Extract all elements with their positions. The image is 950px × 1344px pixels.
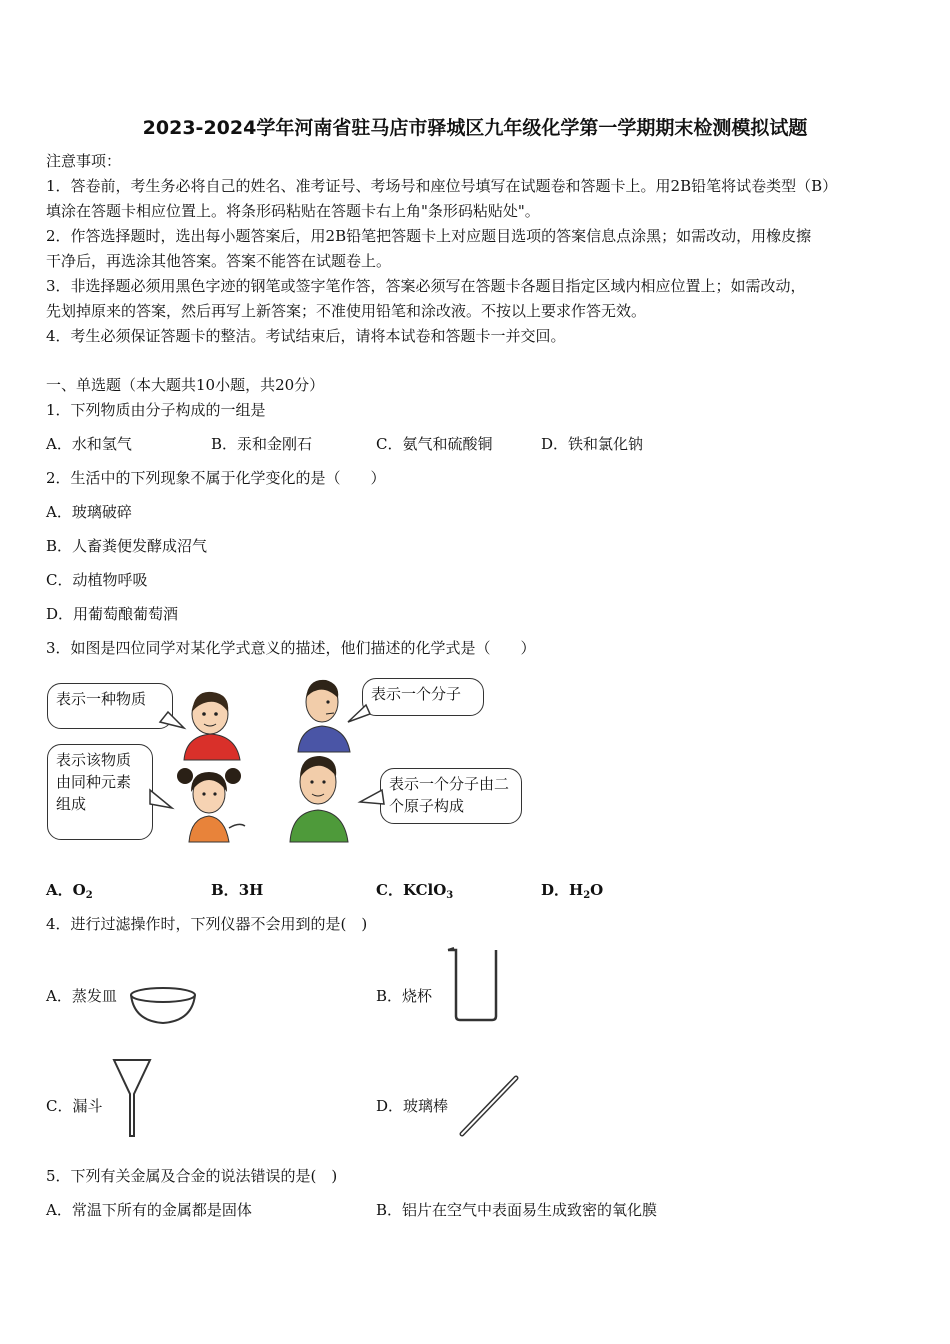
q2-option-d[interactable]: D．用葡萄酿葡萄酒 (46, 605, 179, 623)
q3-option-b-label: B． (211, 881, 239, 899)
q3-option-a-label: A． (46, 881, 73, 899)
speech-bubble: 表示一个分子由二个原子构成 (380, 768, 522, 824)
speech-bubble: 表示该物质由同种元素组成 (47, 744, 153, 840)
exam-title: 2023-2024学年河南省驻马店市驿城区九年级化学第一学期期末检测模拟试题 (142, 117, 808, 139)
beaker-icon (446, 946, 502, 1024)
notice-line: 填涂在答题卡相应位置上。将条形码粘贴在答题卡右上角"条形码粘贴处"。 (46, 202, 540, 220)
q1-option-a[interactable]: A．水和氢气 (46, 435, 132, 453)
q3-option-a[interactable] (46, 880, 93, 900)
q3-option-b[interactable] (211, 880, 263, 900)
notice-line: 3．非选择题必须用黑色字迹的钢笔或签字笔作答，答案必须写在答题卡各题目指定区域内相应位置上；如需改动， (46, 277, 806, 295)
notice-line: 4．考生必须保证答题卡的整洁。考试结束后，请将本试卷和答题卡一并交回。 (46, 327, 566, 345)
q4-option-c[interactable]: C．漏斗 (46, 1097, 103, 1115)
q3-option-d[interactable] (541, 880, 603, 900)
formula-part: O (72, 881, 86, 899)
question-2-stem: 2．生活中的下列现象不属于化学变化的是（ ） (46, 469, 386, 487)
notice-line: 先划掉原来的答案，然后再写上新答案；不准使用铅笔和涂改液。不按以上要求作答无效。 (46, 302, 647, 320)
question-3-stem: 3．如图是四位同学对某化学式意义的描述，他们描述的化学式是（ ） (46, 639, 536, 657)
formula-subscript: 3 (446, 890, 454, 901)
q4-option-d[interactable]: D．玻璃棒 (376, 1097, 449, 1115)
q4-option-a[interactable]: A．蒸发皿 (46, 987, 117, 1005)
formula-part: 3H (238, 881, 264, 899)
q1-option-d[interactable]: D．铁和氯化钠 (541, 435, 644, 453)
notice-line: 2．作答选择题时，选出每小题答案后，用2B铅笔把答题卡上对应题目选项的答案信息点涂黑；如需改动，用橡皮擦 (46, 227, 812, 245)
formula-part: KClO (402, 881, 447, 899)
q1-option-b[interactable]: B．汞和金刚石 (211, 435, 313, 453)
notice-heading: 注意事项： (46, 152, 122, 170)
q2-option-c[interactable]: C．动植物呼吸 (46, 571, 148, 589)
funnel-icon (112, 1058, 152, 1138)
student-boy-1-icon (176, 686, 246, 760)
student-girl-icon (173, 762, 247, 842)
speech-bubble: 表示一种物质 (47, 683, 173, 729)
notice-line: 1．答卷前，考生务必将自己的姓名、准考证号、考场号和座位号填写在试题卷和答题卡上。用2B铅笔将试卷类型（B） (46, 177, 838, 195)
q5-option-a[interactable]: A．常温下所有的金属都是固体 (46, 1201, 252, 1219)
evaporating-dish-icon (128, 985, 198, 1027)
student-boy-3-icon (284, 752, 354, 842)
question-4-stem: 4．进行过滤操作时，下列仪器不会用到的是( ) (46, 915, 368, 933)
q3-option-d-label: D． (541, 881, 570, 899)
speech-bubble: 表示一个分子 (362, 678, 484, 716)
formula-part: H (569, 881, 584, 899)
q5-option-b[interactable]: B．铝片在空气中表面易生成致密的氧化膜 (376, 1201, 658, 1219)
q3-option-c[interactable] (376, 880, 453, 900)
q2-option-b[interactable]: B．人畜粪便发酵成沼气 (46, 537, 208, 555)
notice-line: 干净后，再选涂其他答案。答案不能答在试题卷上。 (46, 252, 392, 270)
formula-subscript: 2 (583, 890, 591, 901)
question-1-stem: 1．下列物质由分子构成的一组是 (46, 401, 266, 419)
q3-option-c-label: C． (376, 881, 403, 899)
formula-subscript: 2 (85, 890, 93, 901)
question-5-stem: 5．下列有关金属及合金的说法错误的是( ) (46, 1167, 338, 1185)
formula-part: O (590, 881, 604, 899)
q1-option-c[interactable]: C．氨气和硫酸铜 (376, 435, 493, 453)
q2-option-a[interactable]: A．玻璃破碎 (46, 503, 132, 521)
glass-rod-icon (458, 1074, 522, 1138)
student-boy-2-icon (292, 676, 354, 752)
section-heading: 一、单选题（本大题共10小题，共20分） (46, 376, 325, 394)
q4-option-b[interactable]: B．烧杯 (376, 987, 433, 1005)
